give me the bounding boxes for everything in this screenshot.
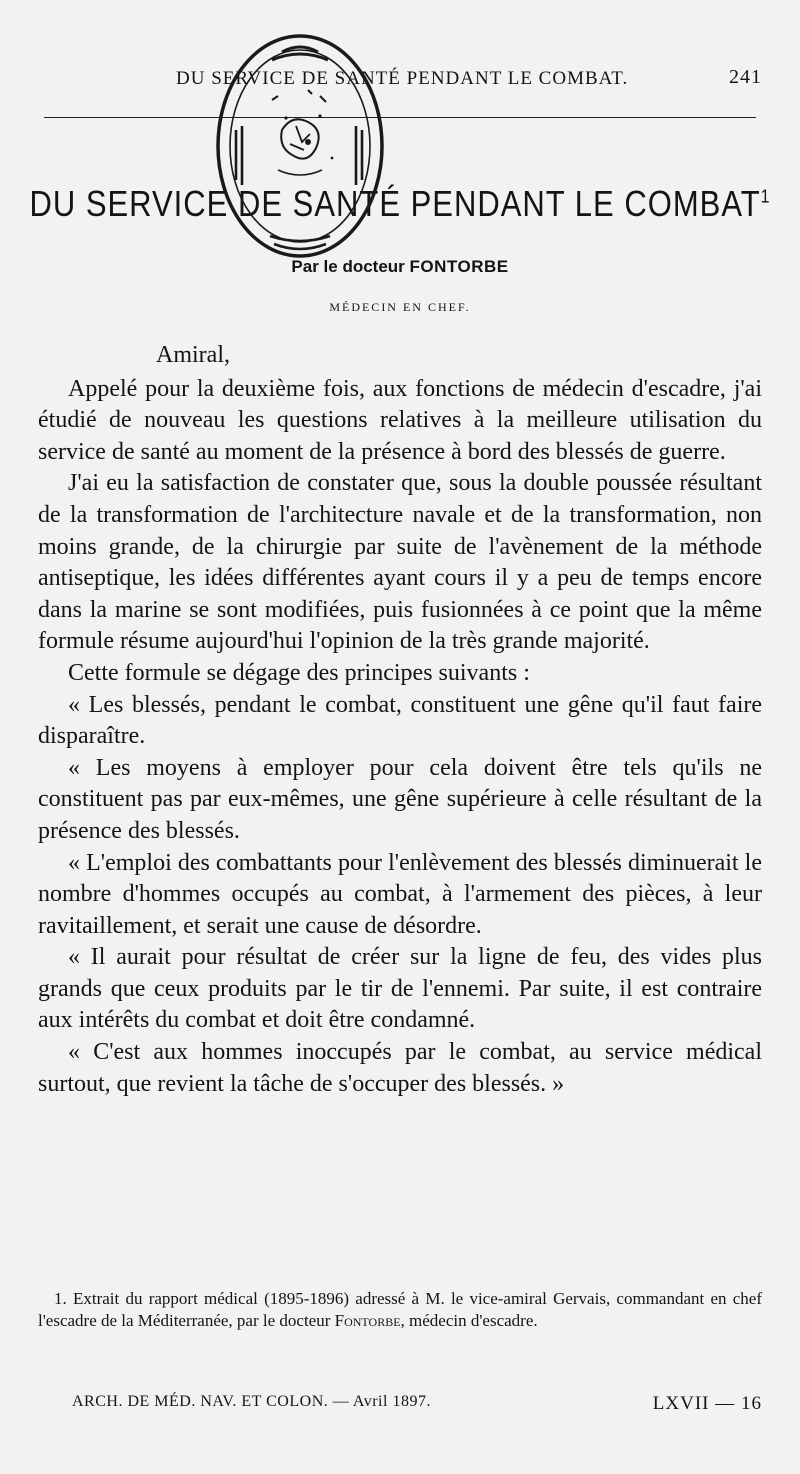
running-title: DU SERVICE DE SANTÉ PENDANT LE COMBAT. <box>176 68 629 89</box>
paragraph: J'ai eu la satisfaction de constater que, sous la double poussée résultant de la transformation de l'architecture navale et de la transformation, non moins grande, de la chirurgie par suite de l'avènement de la méthode antiseptique, les idées différentes ayant cours il y a peu de temps encore dans la marine se sont modifiées, puis fusionnées à ce point que la même formule résume aujourd'hui l'opinion de la très grande majorité. <box>38 470 762 655</box>
footnote-author: Fontorbe <box>334 1311 401 1330</box>
article-title <box>0 183 800 225</box>
page-footer <box>0 1393 800 1417</box>
paragraph: « Les moyens à employer pour cela doivent être tels qu'ils ne constituent pas par eux-mêmes, une gêne supérieure à celle résultant de la présence des blessés. <box>38 754 762 844</box>
signature-mark: LXVII — 16 <box>652 1393 762 1414</box>
footnote <box>38 1288 762 1332</box>
footnote-reference: 1 <box>760 187 771 208</box>
paragraph: Cette formule se dégage des principes suivants : <box>68 659 530 686</box>
byline-prefix: Par le docteur <box>291 257 405 276</box>
paragraph: « Les blessés, pendant le combat, constituent une gêne qu'il faut faire disparaître. <box>38 691 762 750</box>
footnote-tail: , médecin d'escadre. <box>400 1311 538 1330</box>
salutation: Amiral, <box>156 342 230 368</box>
paragraph: « C'est aux hommes inoccupés par le combat, au service médical surtout, que revient la tâche de s'occuper des blessés. » <box>38 1039 762 1097</box>
body-text <box>38 340 762 1100</box>
journal-reference: ARCH. DE MÉD. NAV. ET COLON. — Avril 1897. <box>72 1393 431 1410</box>
library-stamp-icon <box>212 30 388 262</box>
author-role: MÉDECIN EN CHEF. <box>329 300 471 314</box>
footnote-text: 1. Extrait du rapport médical (1895-1896) adressé à M. le vice-amiral Gervais, commandant en chef l'escadre de la Méditerranée, par le docteur <box>38 1289 762 1330</box>
paragraph: « L'emploi des combattants pour l'enlèvement des blessés diminuerait le nombre d'hommes occupés au combat, à l'armement des pièces, à leur ravitaillement, et serait une cause de désordre. <box>38 849 762 939</box>
header-rule <box>44 117 756 118</box>
author-name: FONTORBE <box>409 257 509 276</box>
paragraph: « Il aurait pour résultat de créer sur la ligne de feu, des vides plus grands que ceux produits par le tir de l'ennemi. Par suite, il est contraire aux intérêts du combat et doit être condamné. <box>38 944 762 1034</box>
page-number: 241 <box>729 66 762 88</box>
byline <box>0 257 800 277</box>
article-title-text: DU SERVICE DE SANTÉ PENDANT LE COMBAT <box>29 182 761 225</box>
running-head <box>0 64 800 94</box>
paragraph: Appelé pour la deuxième fois, aux fonctions de médecin d'escadre, j'ai étudié de nouveau les questions relatives à la meilleure utilisation du service de santé au moment de la présence à bord des blessés de guerre. <box>38 375 762 465</box>
